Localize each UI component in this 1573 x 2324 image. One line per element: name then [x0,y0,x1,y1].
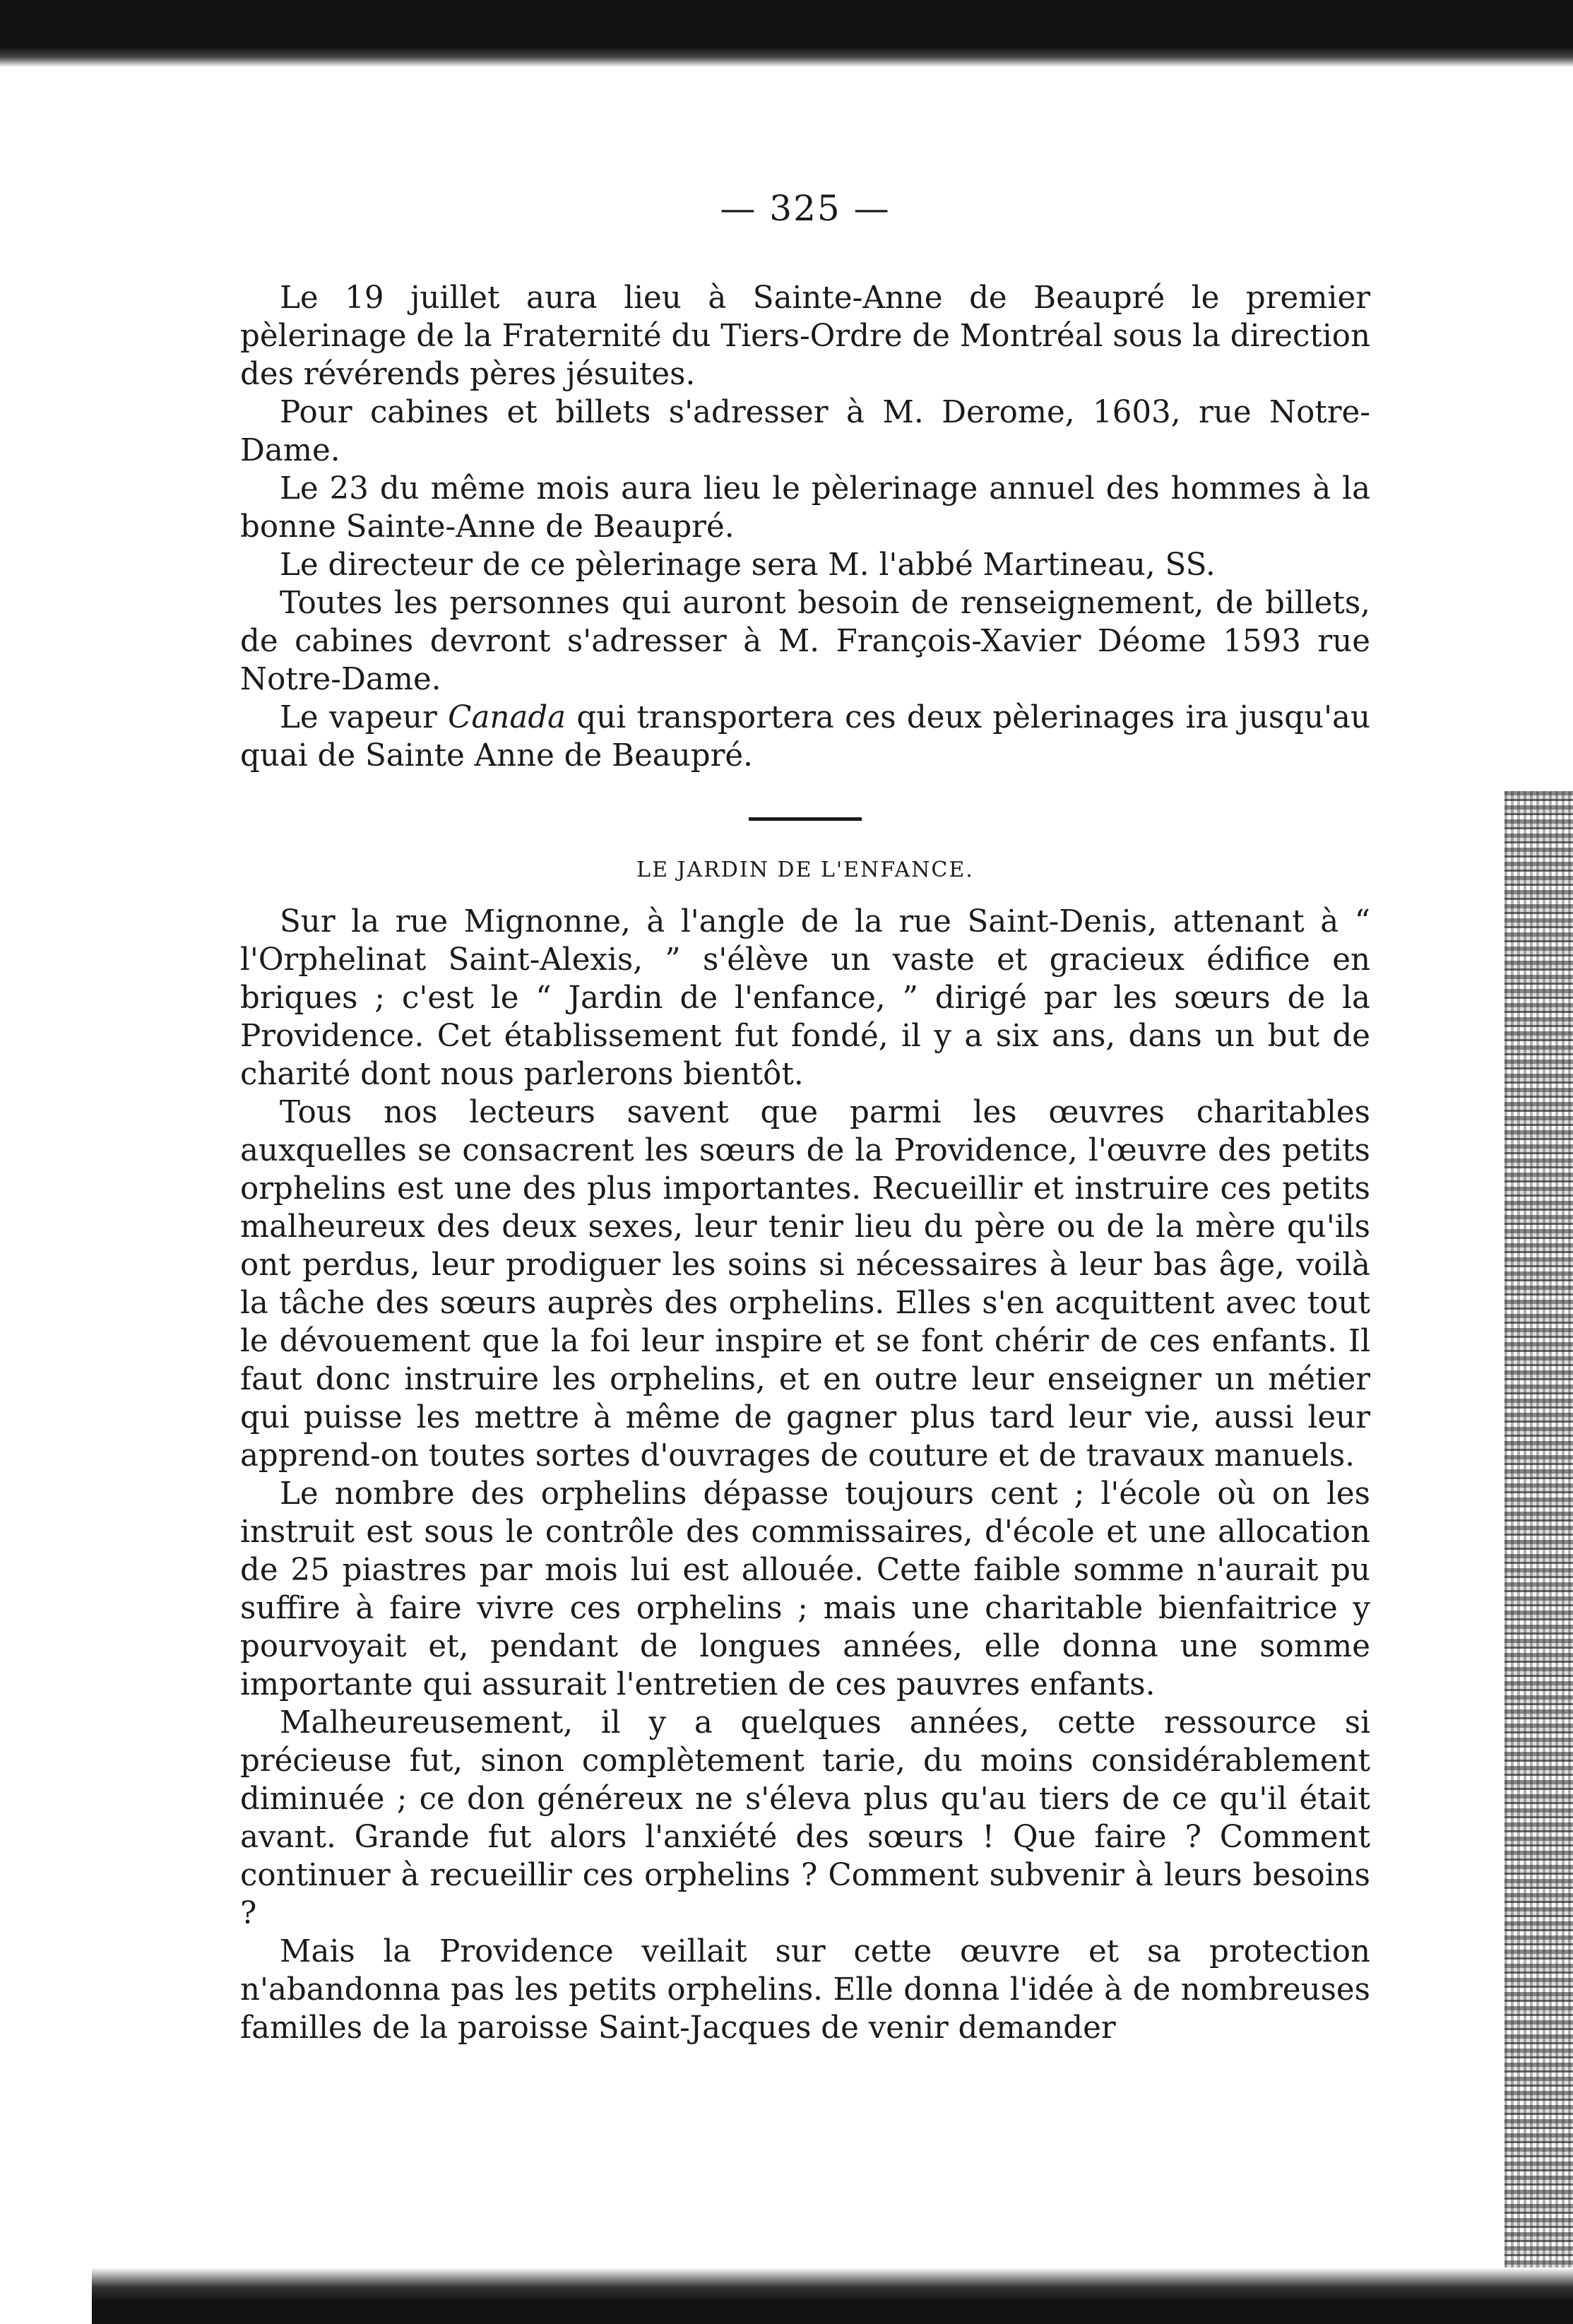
top-scan-border [0,0,1573,67]
bottom-scan-border [92,2267,1573,2324]
steamer-notice-after: qui transportera ces deux pèlerinages ira jusqu'au quai de Sainte Anne de Beaupré. [240,700,1370,773]
steamer-notice-paragraph [240,699,1370,775]
page-number: — 325 — [720,188,891,229]
body-paragraph: Sur la rue Mignonne, à l'angle de la rue Saint-Denis, attenant à “ l'Orphelinat Saint-Alexis, ” s'élève un vaste et gracieux édifice en briques ; c'est le “ Jardin de l'enfance, ” dirigé par les sœurs de la Providence. Cet établissement fut fondé, il y a six ans, dans un but de charité dont nous parlerons bientôt. [240,904,1370,1092]
notice-paragraph: Toutes les personnes qui auront besoin de renseignement, de billets, de cabines devront s'adresser à M. François-Xavier Déome 1593 rue Notre-Dame. [240,586,1370,697]
body-paragraph: Tous nos lecteurs savent que parmi les œuvres charitables auxquelles se consacrent les sœurs de la Providence, l'œuvre des petits orphelins est une des plus importantes. Recueillir et instruire ces petits malheureux des deux sexes, leur tenir lieu du père ou de la mère qu'ils ont perdus, leur prodiguer les soins si nécessaires à leur bas âge, voilà la tâche des sœurs auprès des orphelins. Elles s'en acquittent avec tout le dévouement que la foi leur inspire et se font chérir de ces enfants. Il faut donc instruire les orphelins, et en outre leur enseigner un métier qui puisse les mettre à même de gagner plus tard leur vie, aussi leur apprend-on toutes sortes d'ouvrages de couture et de travaux manuels. [240,1095,1370,1474]
ship-name: Canada [448,700,566,735]
document-page [240,180,1370,2047]
body-paragraph: Le nombre des orphelins dépasse toujours cent ; l'école où on les instruit est sous le contrôle des commissaires, d'école et une allocation de 25 piastres par mois lui est allouée. Cette faible somme n'aurait pu suffire à faire vivre ces orphelins ; mais une charitable bienfaitrice y pourvoyait et, pendant de longues années, elle donna une somme importante qui assurait l'entretien de ces pauvres enfants. [240,1476,1370,1702]
body-paragraph: Mais la Providence veillait sur cette œuvre et sa protection n'abandonna pas les petits orphelins. Elle donna l'idée à de nombreuses familles de la paroisse Saint-Jacques de venir demander [240,1934,1370,2046]
section-divider [749,817,862,821]
right-scan-edge [1504,791,1573,2267]
steamer-notice-before: Le vapeur [280,700,449,735]
notice-paragraph: Pour cabines et billets s'adresser à M. Derome, 1603, rue Notre-Dame. [240,395,1370,468]
notice-paragraph: Le 19 juillet aura lieu à Sainte-Anne de Beaupré le premier pèlerinage de la Fraternité du Tiers-Ordre de Montréal sous la direction des révérends pères jésuites. [240,280,1370,392]
section-title: LE JARDIN DE L'ENFANCE. [636,858,974,882]
notice-paragraph: Le 23 du même mois aura lieu le pèlerinage annuel des hommes à la bonne Sainte-Anne de Beaupré. [240,471,1370,545]
body-paragraph: Malheureusement, il y a quelques années, cette ressource si précieuse fut, sinon complètement tarie, du moins considérablement diminuée ; ce don généreux ne s'éleva plus qu'au tiers de ce qu'il était avant. Grande fut alors l'anxiété des sœurs ! Que faire ? Comment continuer à recueillir ces orphelins ? Comment subvenir à leurs besoins ? [240,1705,1370,1931]
notice-paragraph: Le directeur de ce pèlerinage sera M. l'abbé Martineau, SS. [280,547,1216,583]
